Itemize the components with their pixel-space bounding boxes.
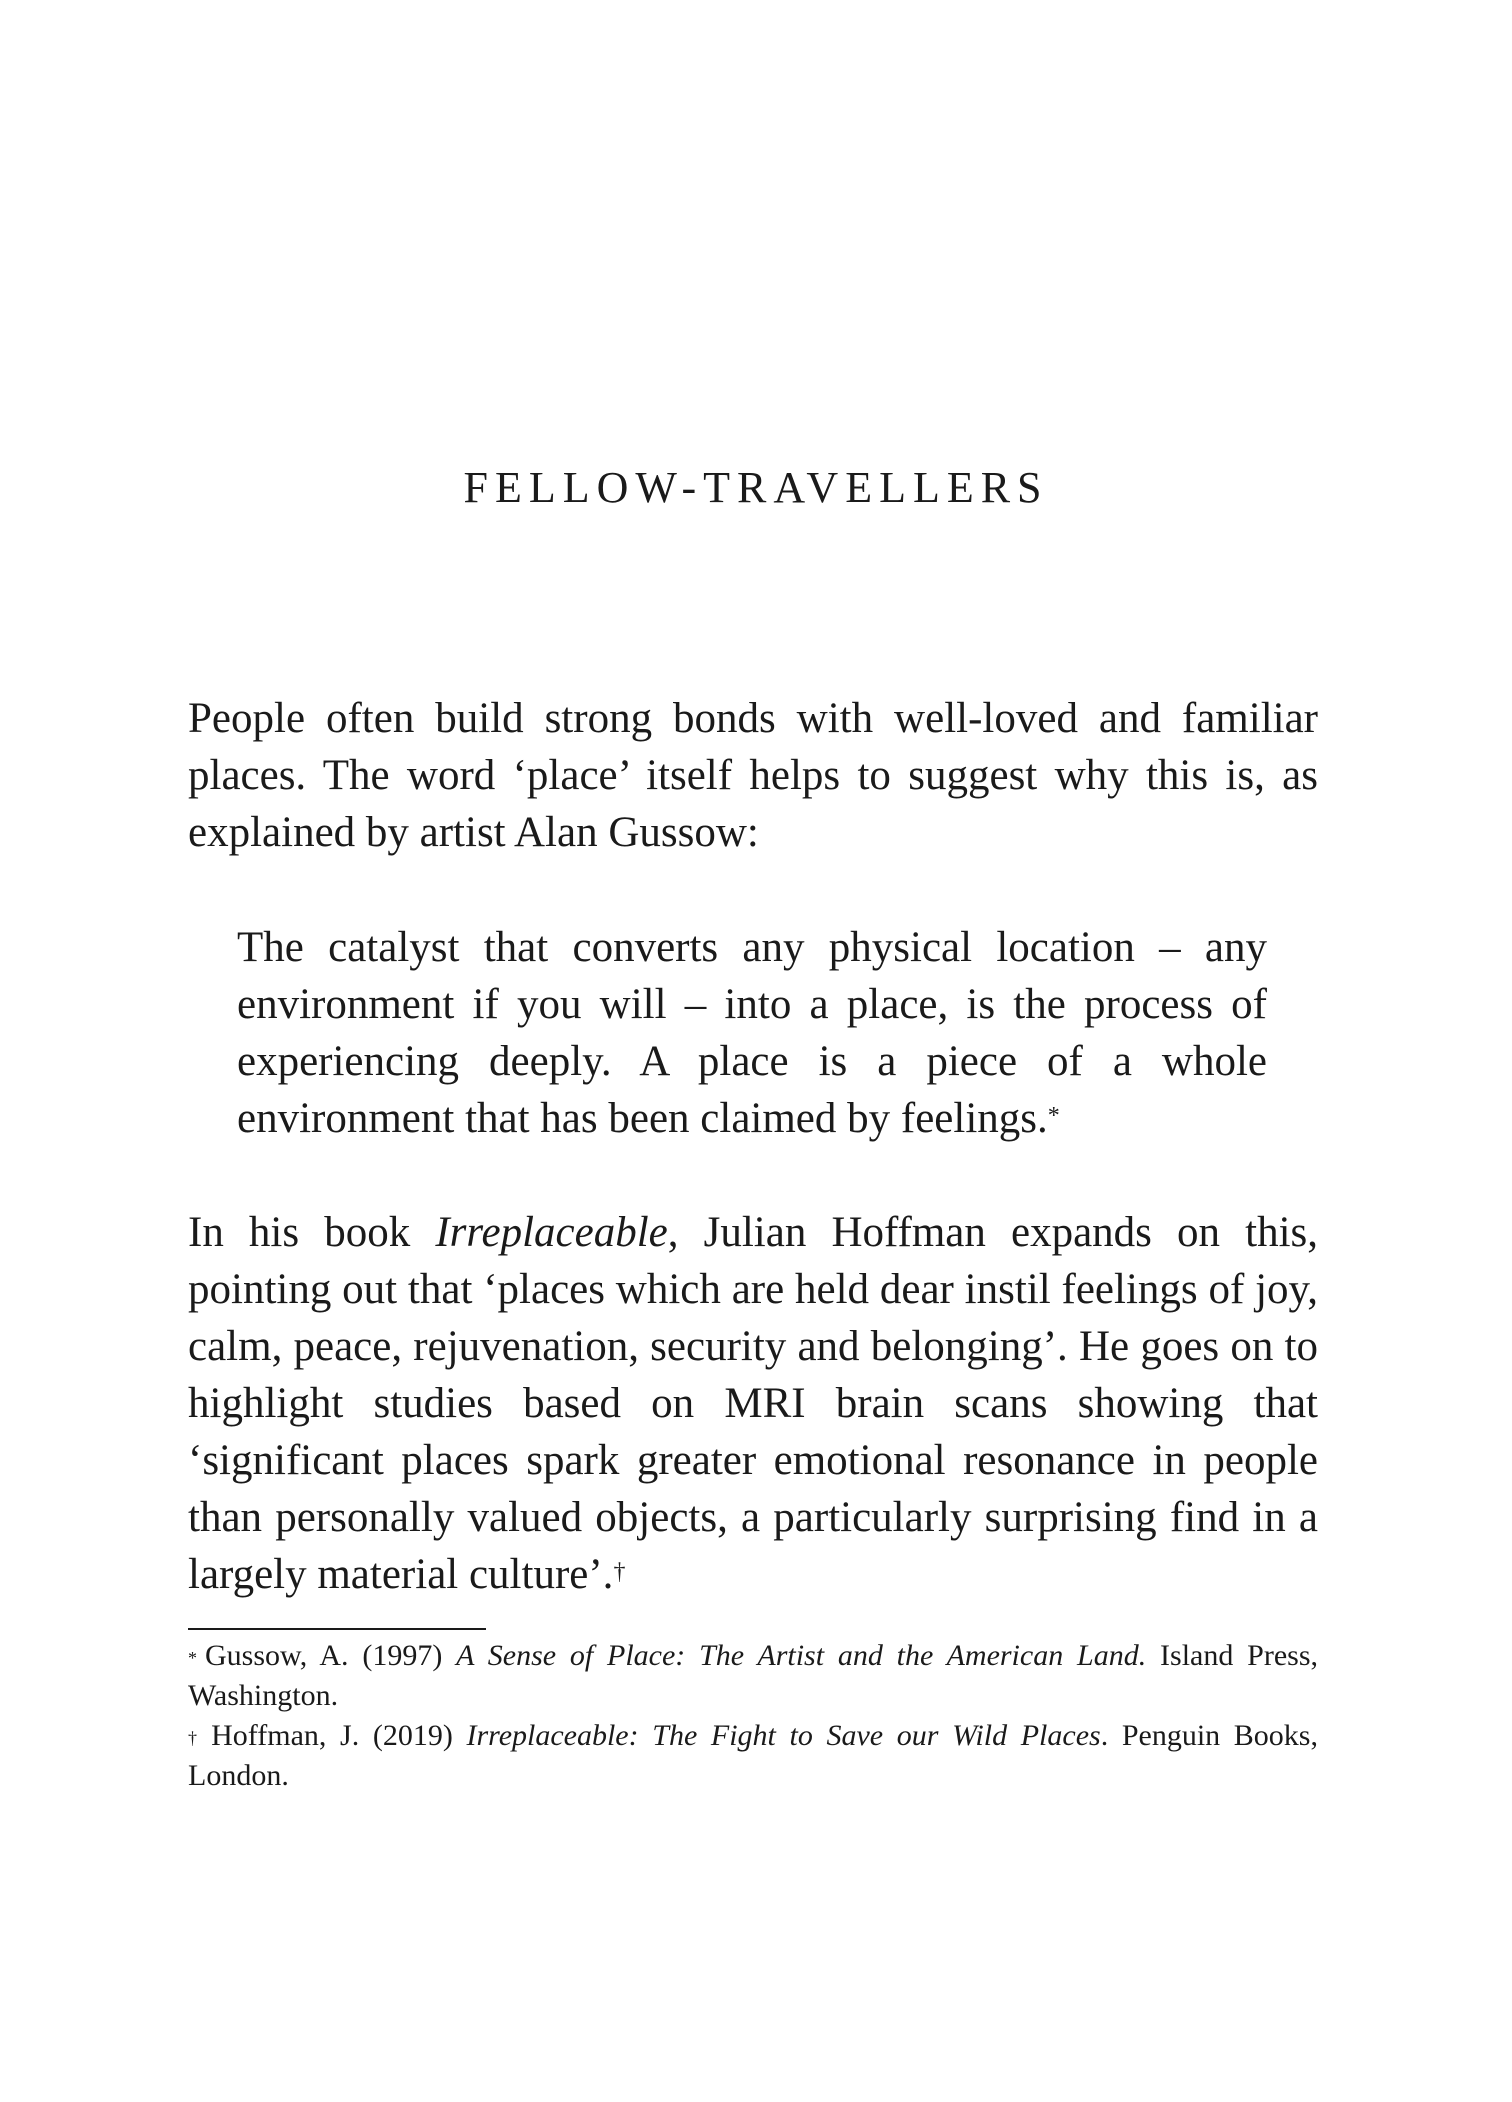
footnote-1-publisher: Island Press, Washington. [188, 1639, 1318, 1712]
book-title-italic: Irreplaceable [435, 1209, 668, 1256]
body-paragraph-1: People often build strong bonds with well-loved and familiar places. The word ‘place’ itself helps to suggest why this is, as explained by artist Alan Gussow: [188, 695, 1318, 856]
footnote-1-title: A Sense of Place: The Artist and the American Land. [456, 1639, 1147, 1672]
footnote-2-publisher: . Penguin Books, London. [188, 1719, 1318, 1792]
paragraph-text: , Julian Hoffman expands on this, pointing out that ‘places which are held dear instil feelings of joy, calm, peace, rejuvenation, security and belonging’. He goes on to highlight studies based on MRI brain scans showing that ‘significant places spark greater emotional resonance in people than personally valued objects, a particularly surprising find in a largely material culture’. [188, 1209, 1318, 1598]
footnote-2 [188, 1716, 1318, 1796]
footnote-marker-asterisk: * [1047, 1103, 1060, 1129]
footnote-rule [188, 1628, 486, 1630]
chapter-title: FELLOW-TRAVELLERS [463, 463, 1049, 512]
quote-text: The catalyst that converts any physical location – any environment if you will – into a place, is the process of experiencing deeply. A place is a piece of a whole environment that has been claimed by feelings. [237, 924, 1267, 1142]
footnote-2-mark: † [188, 1728, 204, 1748]
footnote-1-mark: * [188, 1648, 197, 1668]
footnotes [188, 1636, 1318, 1796]
footnote-1 [188, 1636, 1318, 1716]
paragraph-lead: In his book [188, 1209, 436, 1256]
footnote-2-author: Hoffman, J. (2019) [211, 1719, 467, 1752]
body-paragraph-2 [188, 1204, 1318, 1603]
block-quote [237, 919, 1267, 1147]
footnote-2-title: Irreplaceable: The Fight to Save our Wild Places [466, 1719, 1101, 1752]
footnote-marker-dagger: † [613, 1559, 626, 1585]
footnote-1-author: Gussow, A. (1997) [205, 1639, 457, 1672]
